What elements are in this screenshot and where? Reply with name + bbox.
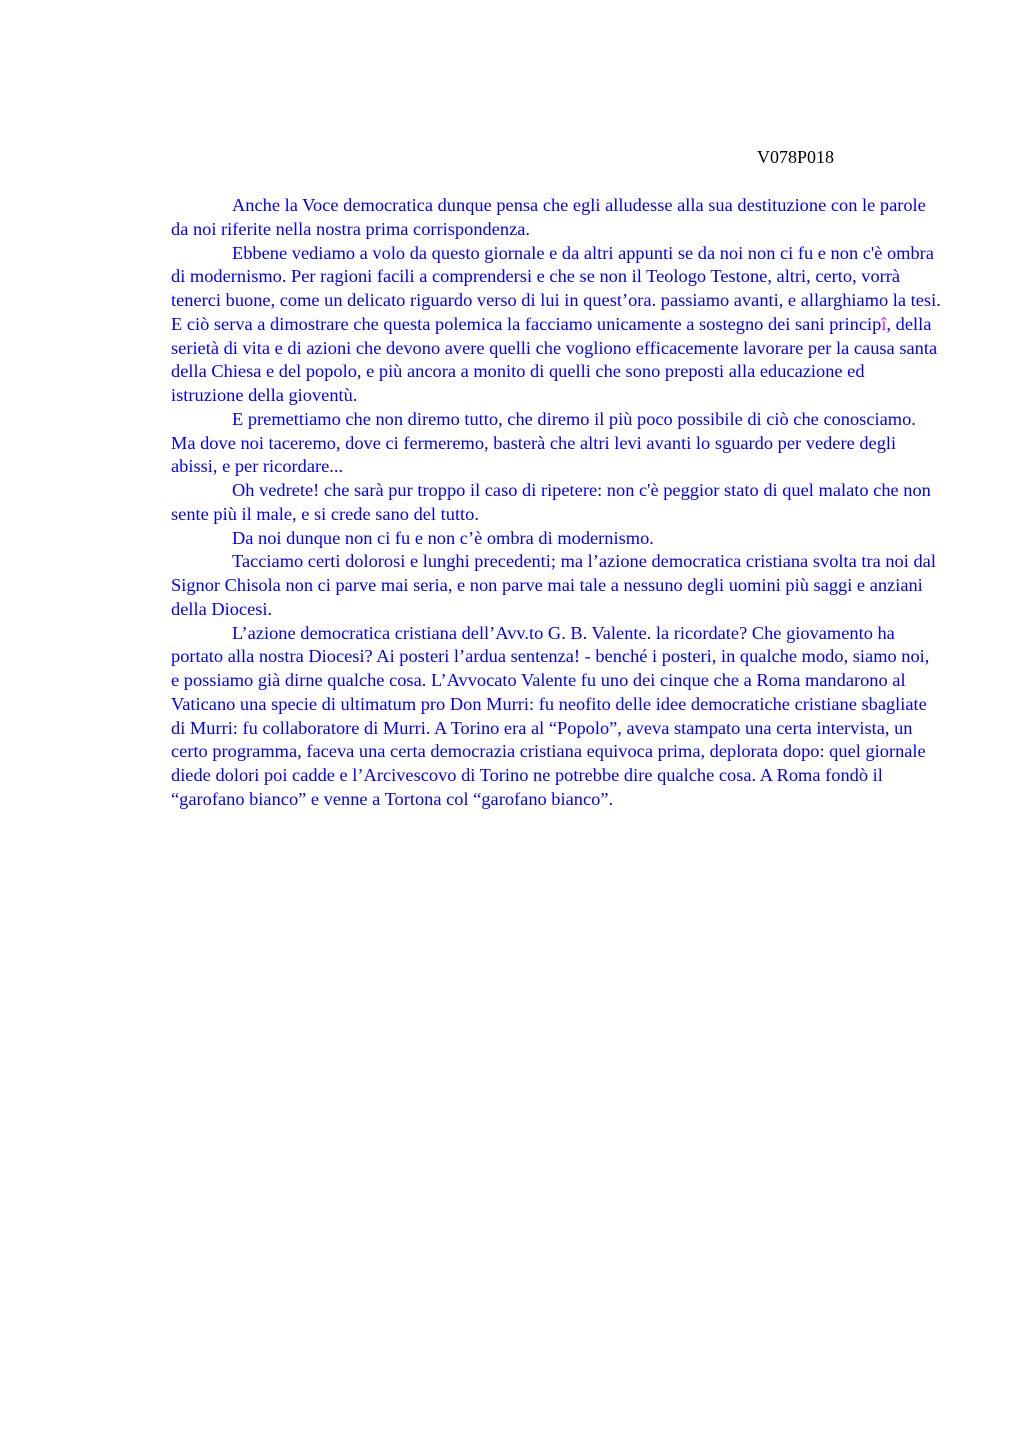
text-line: conosciamo. Ma dove noi taceremo, dove ci fermeremo, basterà che altri levi avanti lo: [171, 408, 916, 453]
text-line: quest’ora. passiamo avanti, e allarghiamo la tesi. E ciò serva a dimostrare che questa: [171, 290, 941, 334]
text-line: malato che non sente più il male, e si crede sano del tutto.: [171, 480, 931, 524]
text-line: Chiesa e del popolo, e più ancora a monito di quelli che sono preposti alla educazione ed: [211, 361, 865, 382]
text-line: Oh vedrete! che sarà pur troppo il caso di ripetere: non c'è peggior stato di quel: [232, 480, 814, 500]
text-line: non c'è ombra di modernismo. Per ragioni facili a comprendersi e che se non il Teologo: [171, 242, 934, 287]
text-line: Murri: fu neofito delle idee democratiche cristiane sbagliate di Murri: fu collaboratore di: [171, 693, 927, 738]
text-line: giovamento ha portato alla nostra Diocesi? Ai posteri l’ardua sentenza! - benché i posteri,: [171, 622, 895, 667]
text-line: faceva una certa democrazia cristiana equivoca prima, deplorata dopo: quel giornale diede: [171, 741, 926, 785]
text-line: Da noi dunque non ci fu e non c’è ombra di modernismo.: [232, 527, 654, 548]
text-line: dolori poi cadde e l’Arcivescovo di Torino ne potrebbe dire qualche cosa. A Roma fondò il: [215, 765, 883, 785]
text-line: Anche la Voce democratica dunque pensa che egli alludesse alla sua destituzione: [232, 195, 827, 215]
paragraph-7: [171, 622, 941, 812]
text-line: con le parole da noi riferite nella nostra prima corrispondenza.: [171, 195, 926, 239]
document-body: [171, 194, 941, 812]
text-line: degli uomini più saggi e anziani della Diocesi.: [171, 575, 923, 619]
text-line: sguardo per vedere degli abissi, e per ricordare...: [171, 432, 897, 477]
paragraph-6: [171, 550, 941, 621]
text-line: , della serietà di vita e di: [171, 313, 932, 358]
text-line: Murri. A Torino era al “Popolo”, aveva stampato una certa intervista, un certo programma,: [171, 717, 913, 762]
paragraph-2: [171, 242, 941, 408]
text-line: Ebbene vediamo a volo da questo giornale e da altri appunti se da noi non ci fu e: [232, 242, 826, 263]
paragraph-4: [171, 479, 941, 527]
text-line: E premettiamo che non diremo tutto, che diremo il più poco possibile di ciò che: [232, 408, 819, 429]
highlighted-character: î: [881, 313, 887, 334]
text-line: azioni che devono avere quelli che vogliono efficacemente lavorare per la causa santa della: [171, 337, 938, 382]
text-line: uno dei cinque che a Roma mandarono al Vaticano una specie di ultimatum pro Don: [171, 670, 906, 714]
text-line: Testone, altri, certo, vorrà tenerci buone, come un delicato riguardo verso di lui in: [171, 266, 901, 310]
paragraph-5: [171, 527, 941, 551]
text-line: in qualche modo, siamo noi, e possiamo già dirne qualche cosa. L’Avvocato Valente fu: [171, 646, 930, 690]
text-line: svolta tra noi dal Signor Chisola non ci parve mai seria, e non parve mai tale a nessuno: [171, 551, 936, 595]
text-line: L’azione democratica cristiana dell’Avv.to G. B. Valente. la ricordate? Che: [232, 622, 782, 643]
text-line: istruzione della gioventù.: [171, 385, 358, 405]
text-line: Tacciamo certi dolorosi e lunghi precedenti; ma l’azione democratica cristiana: [232, 551, 809, 572]
text-line: polemica la facciamo unicamente a sostegno dei sani princip: [435, 313, 882, 334]
text-line: “garofano bianco” e venne a Tortona col “garofano bianco”.: [171, 788, 614, 809]
paragraph-1: [171, 194, 941, 242]
paragraph-3: [171, 408, 941, 479]
page-id: V078P018: [757, 147, 835, 167]
